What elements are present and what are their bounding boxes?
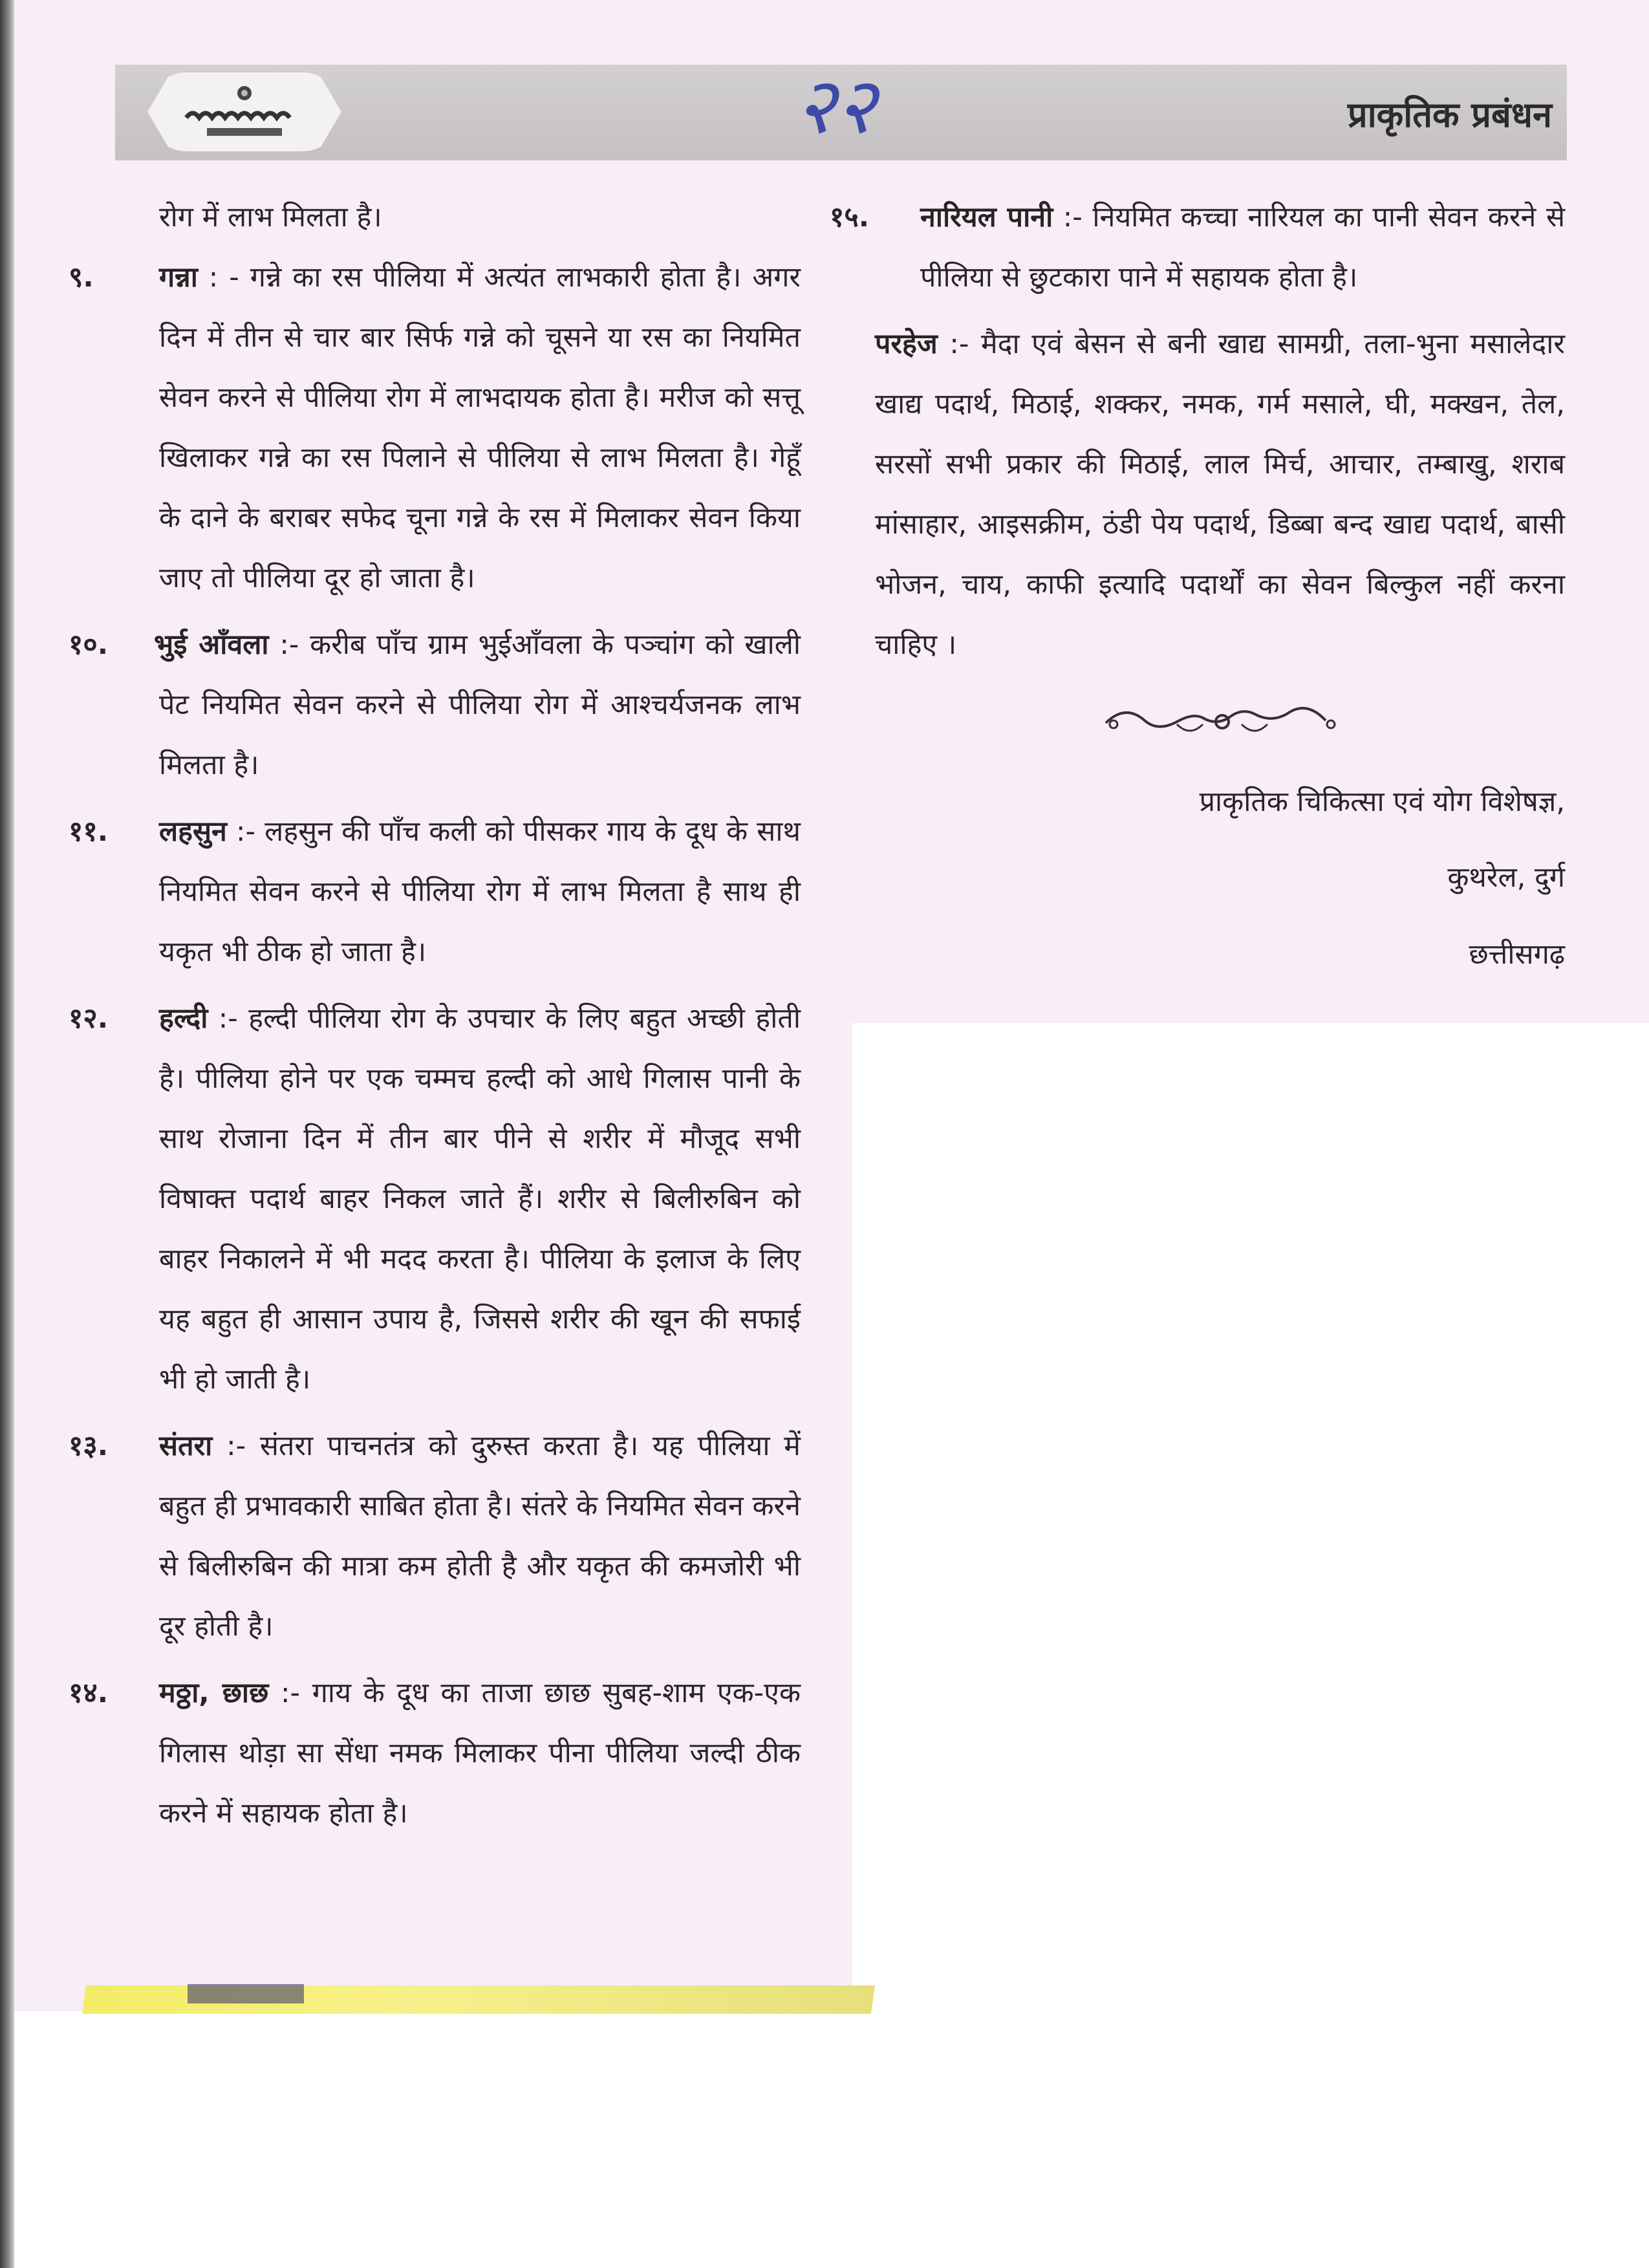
remedy-heading: लहसुन [159,815,227,848]
author-village: कुथरेल, दुर्ग [1447,861,1565,894]
separator: :- [268,629,310,661]
tape-print-fragment [188,1984,304,2003]
blank-pasted-paper [852,1023,1649,2011]
author-state: छत्तीसगढ़ [1469,938,1565,971]
separator: :- [937,328,981,360]
separator: :- [226,815,265,848]
remedy-text: संतरा पाचनतंत्र को दुरुस्त करता है। यह पीलिया में बहुत ही प्रभावकारी साबित होता है। संतरे के नियमित सेवन करने से बिलीरुबिन की मात्रा कम होती है और यकृत की कमजोरी भी दूर होती है। [159,1430,801,1643]
remedy-entry-11 [69,802,801,982]
remedy-text: नियमित कच्चा नारियल का पानी सेवन करने से पीलिया से छुटकारा पाने में सहायक होता है। [920,201,1566,294]
handwritten-page-number: २२ [795,61,876,151]
remedy-text: हल्दी पीलिया रोग के उपचार के लिए बहुत अच्छी होती है। पीलिया होने पर एक चम्मच हल्दी को आधे गिलास पानी के साथ रोजाना दिन में तीन बार पीने से शरीर में मौजूद सभी विषाक्त पदार्थ बाहर निकल जाते हैं। शरीर से बिलीरुबिन को बाहर निकालने में भी मदद करता है। पीलिया के इलाज के लिए यह बहुत ही आसान उपाय है, जिससे शरीर की खून की सफाई भी हो जाती है। [159,1002,801,1396]
scan-left-edge [0,0,14,2268]
remedy-entry-9 [69,248,801,609]
remedy-heading: संतरा [159,1430,213,1462]
entry-number: ११. [69,815,109,848]
remedy-text: गन्ने का रस पीलिया में अत्यंत लाभकारी होता है। अगर दिन में तीन से चार बार सिर्फ गन्ने को चूसने या रस का नियमित सेवन करने से पीलिया रोग में लाभदायक होता है। मरीज को सत्तू खिलाकर गन्ने का रस पिलाने से पीलिया से लाभ मिलता है। गेहूँ के दाने के बराबर सफेद चूना गन्ने के रस में मिलाकर सेवन किया जाए तो पीलिया दूर हो जाता है। [159,261,801,594]
remedy-text: लहसुन की पाँच कली को पीसकर गाय के दूध के साथ नियमित सेवन करने से पीलिया रोग में लाभ मिलता है साथ ही यकृत भी ठीक हो जाता है। [159,815,801,968]
continuation-text: रोग में लाभ मिलता है। [159,201,382,233]
remedy-entry-14 [69,1663,801,1844]
entry-number: १०. [69,629,109,661]
remedy-entry-10 [69,615,801,795]
separator: :- [1053,201,1093,233]
remedy-heading: भुई आँवला [154,629,269,661]
avoid-text: मैदा एवं बेसन से बनी खाद्य सामग्री, तला-भुना मसालेदार खाद्य पदार्थ, मिठाई, शक्कर, नमक, गर्म मसाले, घी, मक्खन, तेल, सरसों सभी प्रकार की मिठाई, लाल मिर्च, आचार, तम्बाखु, शराब मांसाहार, आइसक्रीम, ठंडी पेय पदार्थ, डिब्बा बन्द खाद्य पदार्थ, बासी भोजन, चाय, काफी इत्यादि पदार्थों का सेवन बिल्कुल नहीं करना चाहिए । [875,328,1565,661]
separator: :- [268,1677,312,1709]
separator: : - [197,261,250,294]
remedy-heading: नारियल पानी [920,201,1053,233]
remedy-heading: हल्दी [159,1002,208,1035]
section-title: प्राकृतिक प्रबंधन [1348,94,1552,135]
entry-number: १४. [69,1677,109,1709]
decorative-divider-icon [1099,698,1345,746]
remedy-heading: गन्ना [159,261,198,294]
entry-number: १२. [69,1002,109,1035]
remedy-entry-13 [69,1416,801,1657]
remedy-entry-15 [830,188,1566,308]
magazine-logo-icon [147,72,341,151]
entry-number: ९. [69,261,94,294]
remedy-text: करीब पाँच ग्राम भुईआँवला के पञ्चांग को खाली पेट नियमित सेवन करने से पीलिया रोग में आश्चर्यजनक लाभ मिलता है। [159,629,801,781]
avoid-section [875,314,1565,675]
entry-number: १३. [69,1430,109,1462]
left-column [69,188,801,1850]
remedy-text: गाय के दूध का ताजा छाछ सुबह-शाम एक-एक गिलास थोड़ा सा सेंधा नमक मिलाकर पीना पीलिया जल्दी ठीक करने में सहायक होता है। [159,1677,801,1830]
entry-number: १५. [830,201,870,233]
right-column [830,188,1566,682]
remedy-entry-12 [69,989,801,1410]
separator: :- [208,1002,249,1035]
avoid-heading: परहेज [875,328,938,360]
separator: :- [212,1430,260,1462]
remedy-heading: मठ्ठा, छाछ [159,1677,269,1709]
author-designation: प्राकृतिक चिकित्सा एवं योग विशेषज्ञ, [1199,786,1565,818]
